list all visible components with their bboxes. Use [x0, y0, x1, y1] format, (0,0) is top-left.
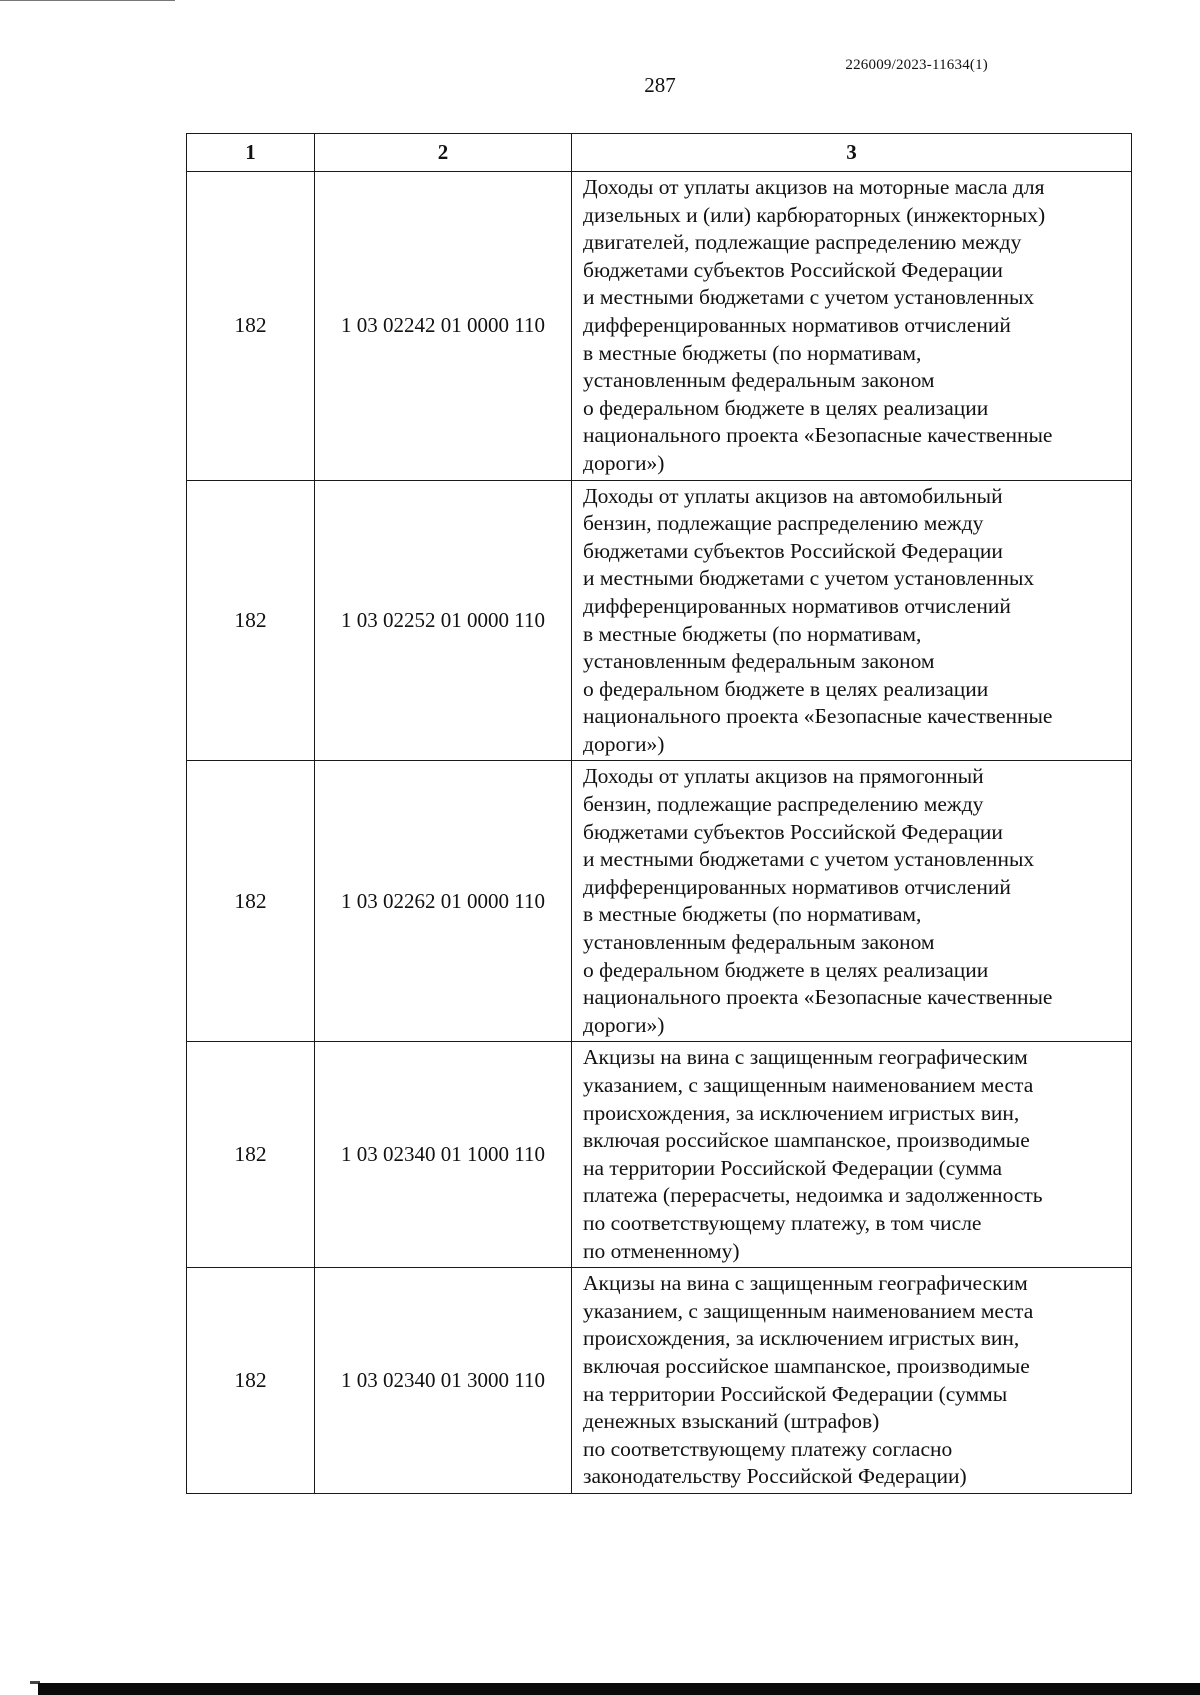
scan-top-line [0, 0, 175, 1]
description-line: платежа (перерасчеты, недоимка и задолженность [583, 1183, 1043, 1208]
admin-code-cell: 182 [187, 172, 315, 481]
revenue-description-cell [572, 480, 1132, 761]
description-line: дороги») [583, 450, 665, 475]
description-line: бензин, подлежащие распределению между [583, 511, 984, 536]
description-line: происхождения, за исключением игристых вин, [583, 1326, 1020, 1351]
description-line: включая российское шампанское, производимые [583, 1128, 1030, 1153]
revenue-description-cell [572, 172, 1132, 481]
admin-code-cell: 182 [187, 761, 315, 1042]
description-line: и местными бюджетами с учетом установленных [583, 847, 1035, 872]
description-line: по отмененному) [583, 1238, 740, 1263]
budget-classification-code-cell: 1 03 02242 01 0000 110 [315, 172, 572, 481]
description-line: бензин, подлежащие распределению между [583, 792, 984, 817]
description-line: Акцизы на вина с защищенным географическим [583, 1045, 1028, 1070]
scan-bottom-bar [38, 1683, 1200, 1695]
revenue-codes-table [186, 133, 1132, 1494]
admin-code-cell: 182 [187, 480, 315, 761]
description-line: Доходы от уплаты акцизов на моторные масла для [583, 175, 1045, 199]
description-line: на территории Российской Федерации (сумма [583, 1155, 1003, 1180]
description-line: по соответствующему платежу согласно [583, 1436, 953, 1461]
description-line: о федеральном бюджете в целях реализации [583, 957, 989, 982]
budget-classification-code-cell: 1 03 02340 01 1000 110 [315, 1042, 572, 1268]
description-line: бюджетами субъектов Российской Федерации [583, 819, 1003, 844]
table-header-row [187, 134, 1132, 172]
column-header-2: 2 [315, 134, 572, 172]
description-line: дифференцированных нормативов отчислений [583, 593, 1011, 618]
budget-classification-code-cell: 1 03 02340 01 3000 110 [315, 1268, 572, 1494]
description-line: в местные бюджеты (по нормативам, [583, 340, 922, 365]
budget-classification-code-cell: 1 03 02252 01 0000 110 [315, 480, 572, 761]
description-line: дифференцированных нормативов отчислений [583, 312, 1011, 337]
document-registration-number: 226009/2023-11634(1) [845, 57, 988, 73]
table-row [187, 1042, 1132, 1268]
description-line: в местные бюджеты (по нормативам, [583, 621, 922, 646]
description-line: установленным федеральным законом [583, 930, 935, 955]
description-line: и местными бюджетами с учетом установленных [583, 285, 1035, 310]
description-line: дороги») [583, 731, 665, 756]
description-line: и местными бюджетами с учетом установленных [583, 566, 1035, 591]
description-line: дифференцированных нормативов отчислений [583, 874, 1011, 899]
description-line: двигателей, подлежащие распределению между [583, 230, 1022, 255]
table-row [187, 480, 1132, 761]
description-line: включая российское шампанское, производимые [583, 1353, 1030, 1378]
description-line: национального проекта «Безопасные качественные [583, 985, 1053, 1010]
description-line: о федеральном бюджете в целях реализации [583, 395, 989, 420]
description-line: указанием, с защищенным наименованием места [583, 1073, 1034, 1097]
description-line: установленным федеральным законом [583, 649, 935, 674]
admin-code-cell: 182 [187, 1042, 315, 1268]
description-line: о федеральном бюджете в целях реализации [583, 676, 989, 701]
description-line: национального проекта «Безопасные качественные [583, 704, 1053, 729]
description-line: денежных взысканий (штрафов) [583, 1409, 880, 1434]
description-line: указанием, с защищенным наименованием места [583, 1298, 1034, 1323]
description-line: на территории Российской Федерации (суммы [583, 1381, 1008, 1406]
description-line: законодательству Российской Федерации) [583, 1464, 967, 1489]
column-header-3: 3 [572, 134, 1132, 172]
description-line: бюджетами субъектов Российской Федерации [583, 257, 1003, 282]
revenue-description-cell [572, 1268, 1132, 1494]
table-row [187, 761, 1132, 1042]
description-line: национального проекта «Безопасные качественные [583, 423, 1053, 448]
description-line: в местные бюджеты (по нормативам, [583, 902, 922, 927]
admin-code-cell: 182 [187, 1268, 315, 1494]
description-line: бюджетами субъектов Российской Федерации [583, 538, 1003, 563]
description-line: Доходы от уплаты акцизов на автомобильный [583, 483, 1003, 508]
table-row [187, 1268, 1132, 1494]
table-row [187, 172, 1132, 481]
description-line: установленным федеральным законом [583, 368, 935, 393]
revenue-description-cell [572, 1042, 1132, 1268]
table-body [187, 172, 1132, 1494]
budget-classification-code-cell: 1 03 02262 01 0000 110 [315, 761, 572, 1042]
page-number: 287 [644, 73, 676, 97]
description-line: по соответствующему платежу, в том числе [583, 1210, 982, 1235]
column-header-1: 1 [187, 134, 315, 172]
description-line: дороги») [583, 1012, 665, 1037]
description-line: дизельных и (или) карбюраторных (инжекторных) [583, 202, 1046, 227]
revenue-description-cell [572, 761, 1132, 1042]
page-number-wrap [0, 73, 1200, 98]
description-line: происхождения, за исключением игристых вин, [583, 1100, 1020, 1125]
description-line: Акцизы на вина с защищенным географическим [583, 1271, 1028, 1296]
description-line: Доходы от уплаты акцизов на прямогонный [583, 764, 984, 789]
